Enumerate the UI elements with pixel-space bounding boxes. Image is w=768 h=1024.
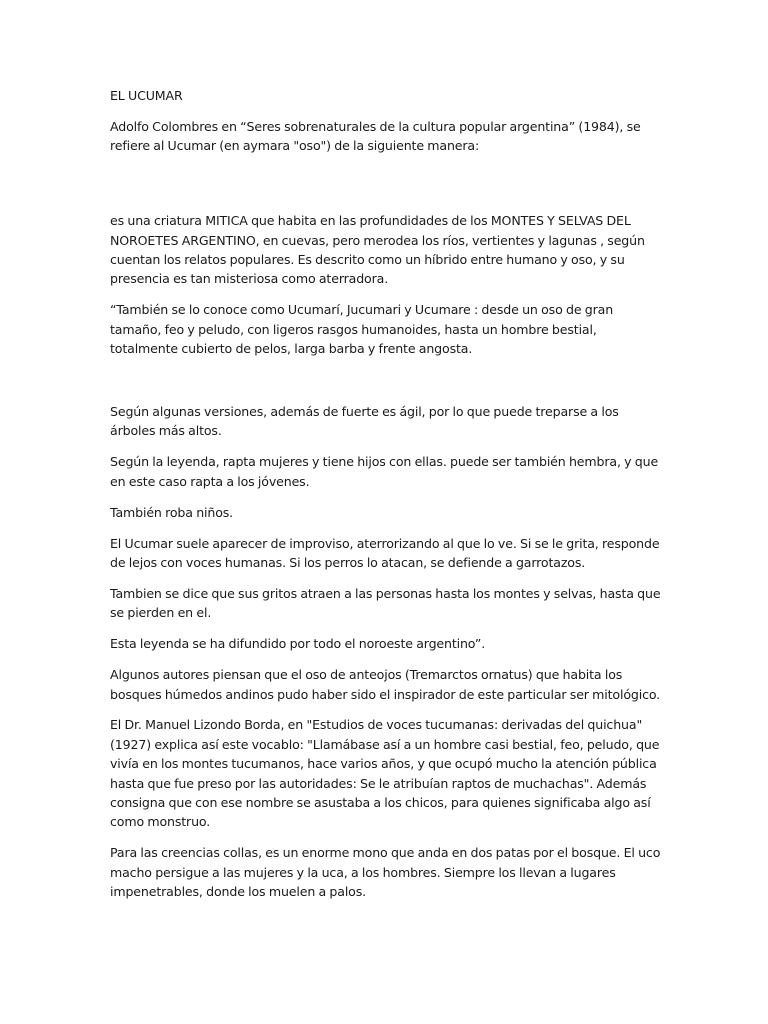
- paragraph-lizondo-borda: El Dr. Manuel Lizondo Borda, en "Estudios de voces tucumanas: derivadas del quichua" (1927) explica así este vocablo: "Llamábase así a un hombre casi bestial, feo, peludo, que vivía en los montes tucumanos, hace varios años, y que ocupó mucho la atención pública hasta que fue preso por las autoridades: Se le atribuían raptos de muchachas". Además consigna que con ese nombre se asustaba a los chicos, para quienes significaba algo así como monstruo.: [110, 717, 660, 830]
- paragraph-also-known: “También se lo conoce como Ucumarí, Jucumari y Ucumare : desde un oso de gran tamaño, feo y peludo, con ligeros rasgos humanoides, hasta un hombre bestial, totalmente cubierto de pelos, larga barba y frente angosta.: [110, 302, 614, 357]
- paragraph-appears: El Ucumar suele aparecer de improviso, aterrorizando al que lo ve. Si se le grita, responde de lejos con voces humanas. Si los perros lo atacan, se defiende a garrotazos.: [110, 535, 660, 570]
- blank-space: [110, 370, 662, 402]
- document-title: EL UCUMAR: [110, 88, 183, 103]
- paragraph-agile: Según algunas versiones, además de fuerte es ágil, por lo que puede treparse a los árboles más altos.: [110, 404, 619, 439]
- document-body: [110, 86, 662, 913]
- paragraph-description: es una criatura MITICA que habita en las profundidades de los MONTES Y SELVAS DEL NOROETES ARGENTINO, en cuevas, pero merodea los ríos, vertientes y lagunas , según cuentan los relatos populares. Es descrito como un híbrido entre humano y oso, y su presencia es tan misteriosa como aterradora.: [110, 213, 645, 287]
- paragraph-spectacled-bear: Algunos autores piensan que el oso de anteojos (Tremarctos ornatus) que habita los bosques húmedos andinos pudo haber sido el inspirador de este particular ser mitológico.: [110, 667, 661, 702]
- paragraph-spread: Esta leyenda se ha difundido por todo el noroeste argentino”.: [110, 636, 486, 652]
- paragraph-legend: Según la leyenda, rapta mujeres y tiene hijos con ellas. puede ser también hembra, y que en este caso rapta a los jóvenes.: [110, 454, 659, 489]
- blank-space: [110, 167, 662, 211]
- paragraph-intro: Adolfo Colombres en “Seres sobrenaturales de la cultura popular argentina” (1984), se refiere al Ucumar (en aymara "oso") de la siguiente manera:: [110, 118, 641, 154]
- paragraph-screams: Tambien se dice que sus gritos atraen a las personas hasta los montes y selvas, hasta que se pierden en el.: [110, 585, 661, 621]
- paragraph-colla-beliefs: Para las creencias collas, es un enorme mono que anda en dos patas por el bosque. El uco macho persigue a las mujeres y la uca, a los hombres. Siempre los llevan a lugares impenetrables, donde los muelen a palos.: [110, 845, 661, 900]
- paragraph-steals-children: También roba niños.: [110, 504, 234, 520]
